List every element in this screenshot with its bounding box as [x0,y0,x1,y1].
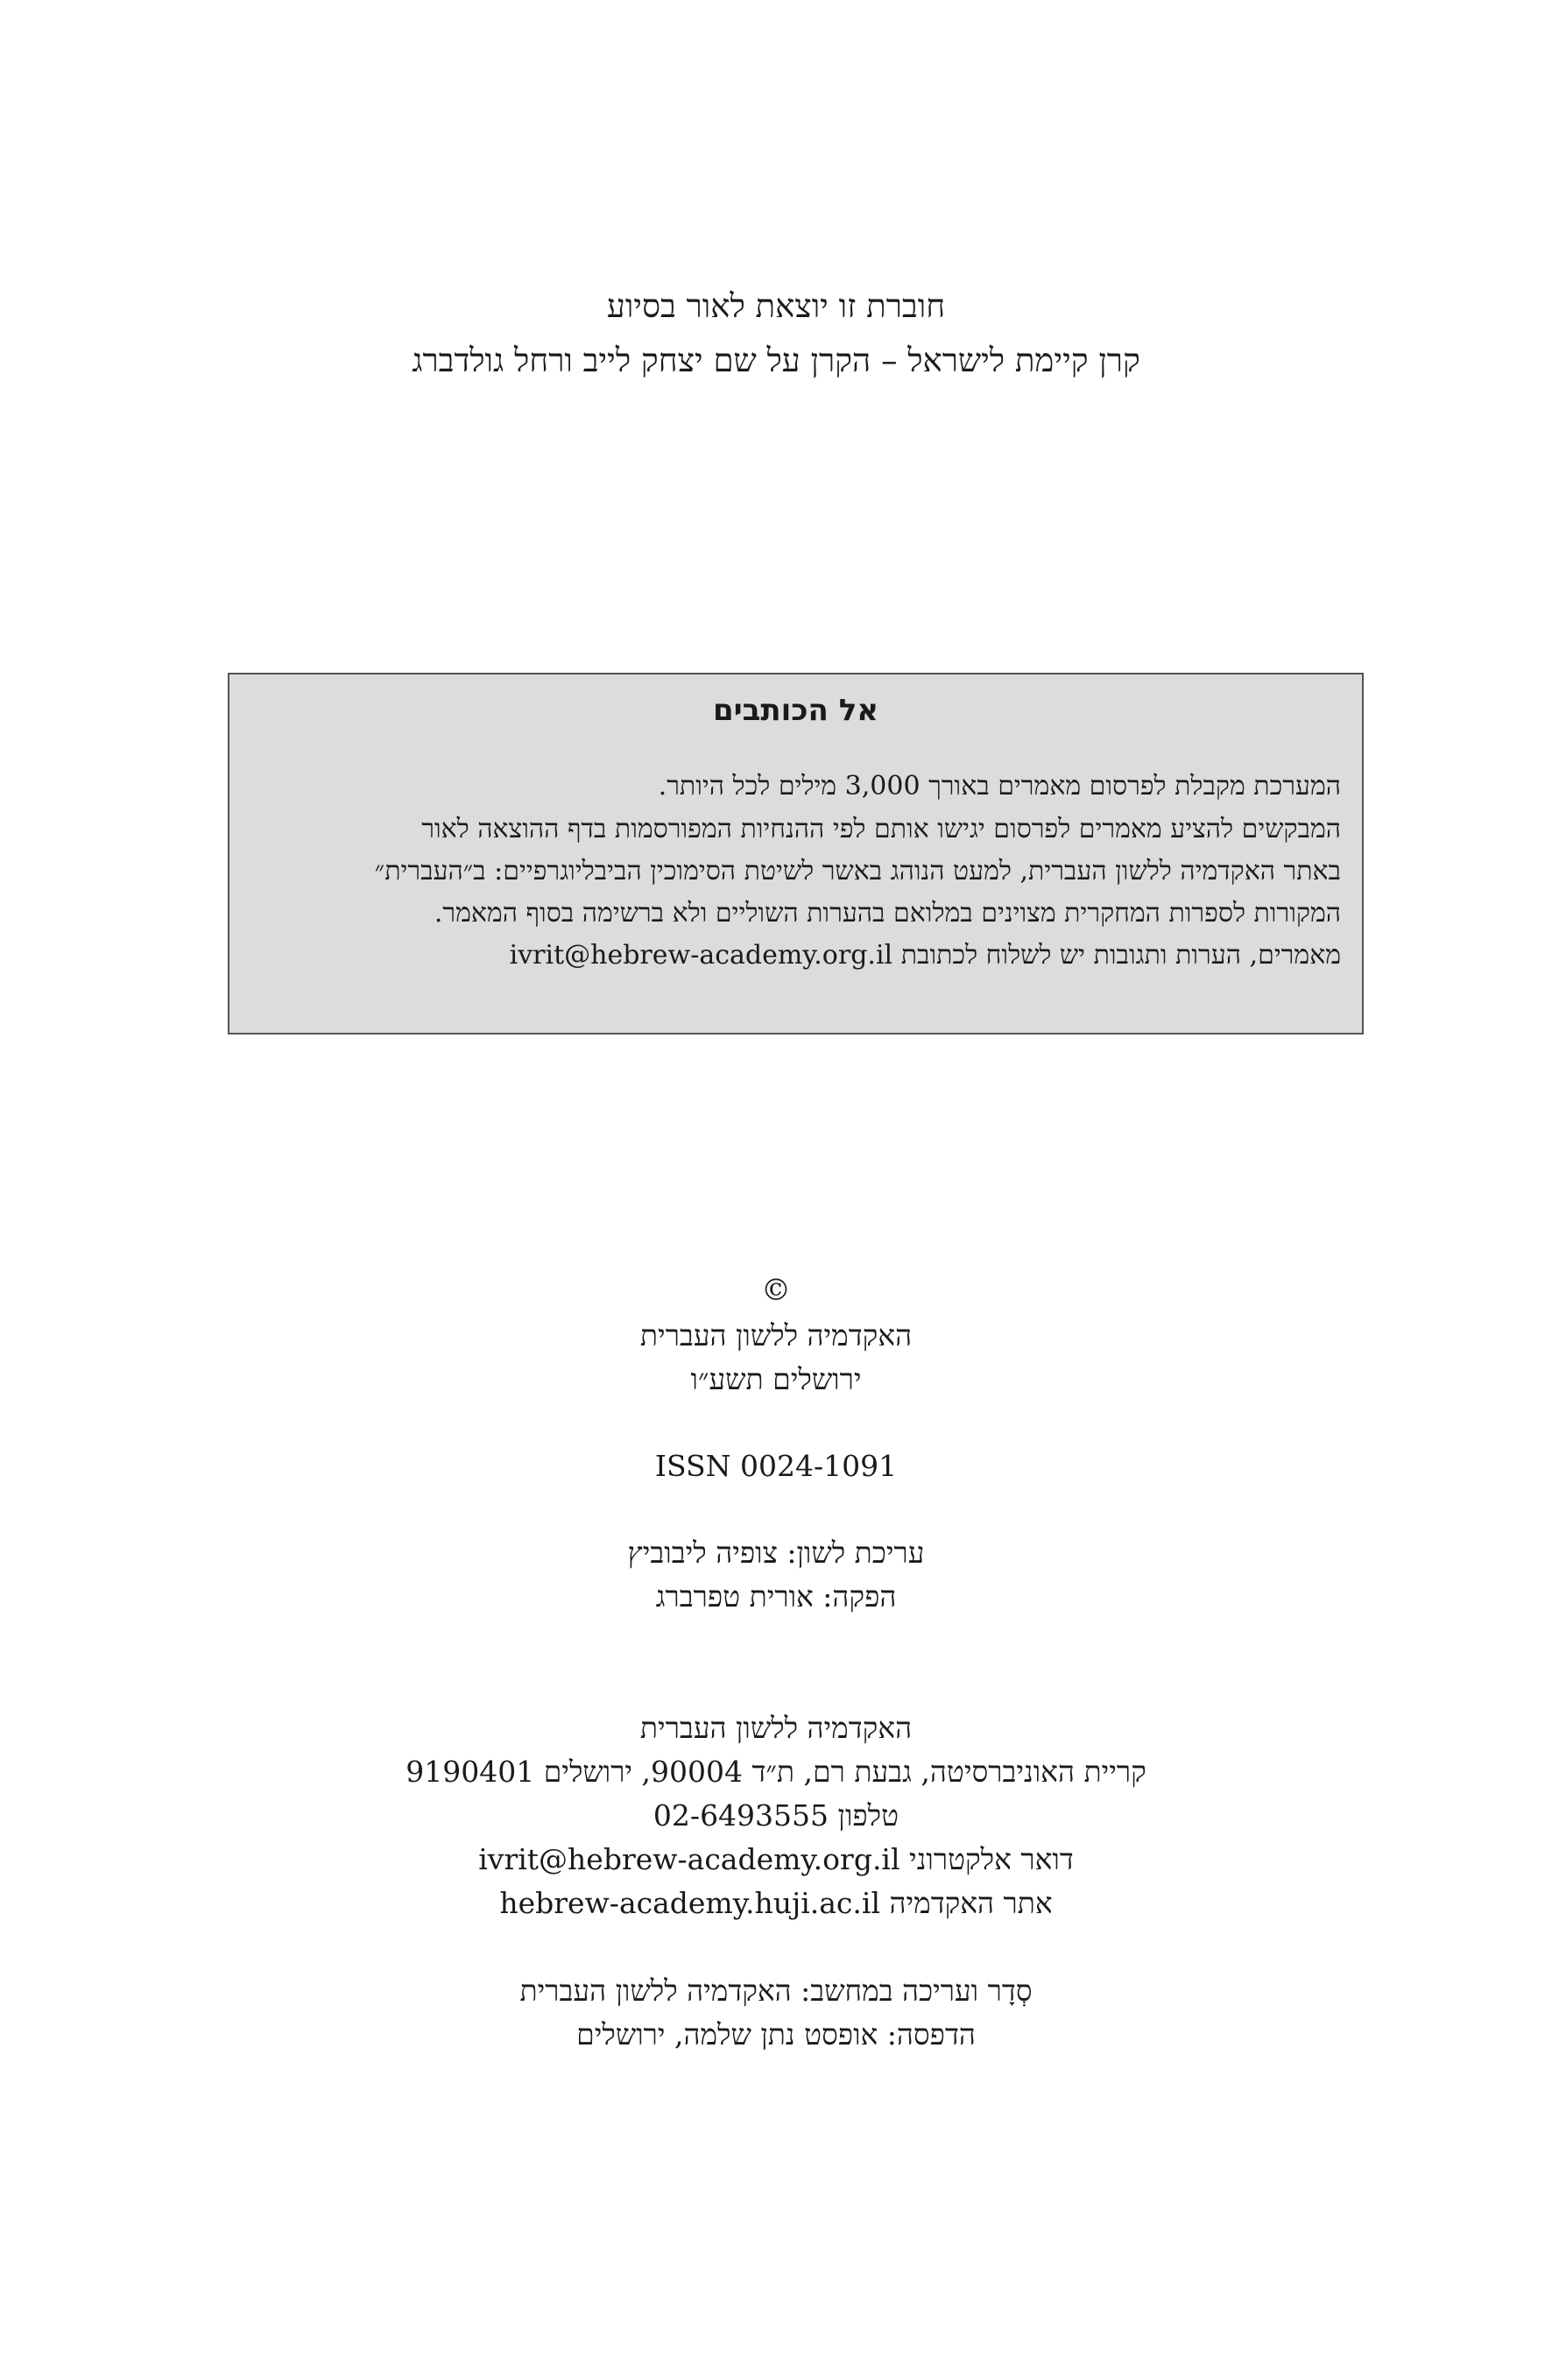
notice-line: באתר האקדמיה ללשון העברית, למעט הנוהג באשר לשיטת הסימוכין הביבליוגרפיים: ב״העברית״ [374,856,1341,886]
production-credit: הפקה: אורית טפרברג [655,1579,897,1614]
notice-line: המקורות לספרות המחקרית מצוינים במלואם בהערות השוליים ולא ברשימה בסוף המאמר. [434,898,1341,929]
support-fund-name: קרן קיימת לישראל – הקרן על שם יצחק לייב ורחל גולדברג [412,342,1140,379]
language-editing-credit: עריכת לשון: צופיה ליבוביץ [627,1536,925,1570]
copyright-symbol: © [761,1273,791,1308]
notice-contact-line: מאמרים, הערות ותגובות יש לשלוח לכתובת ivrit@hebrew-academy.org.il [509,940,1341,971]
notice-line: המבקשים להציע מאמרים לפרסום יגישו אותם לפי ההנחיות המפורסמות בדף ההוצאה לאור [421,814,1341,844]
notice-line: המערכת מקבלת לפרסום מאמרים באורך 3,000 מילים לכל היותר. [658,771,1341,802]
publisher-name: האקדמיה ללשון העברית [639,1711,913,1745]
notice-title: אל הכותבים [712,693,879,728]
issn-number: ISSN 0024-1091 [654,1449,898,1483]
support-statement: חוברת זו יוצאת לאור בסיוע [606,287,946,325]
publisher-website: אתר האקדמיה hebrew-academy.huji.ac.il [499,1886,1053,1920]
printer-credit: הדפסה: אופסט נתן שלמה, ירושלים [576,2017,976,2052]
publisher-phone: טלפון 02-6493555 [653,1798,899,1833]
publisher-address: קריית האוניברסיטה, גבעת רם, ת״ד 90004, ירושלים 9190401 [406,1755,1146,1789]
publisher-email: דואר אלקטרוני ivrit@hebrew-academy.org.il [478,1842,1074,1876]
typesetting-credit: סְדָר ועריכה במחשב: האקדמיה ללשון העברית [519,1974,1033,2008]
notice-to-authors-box [228,673,1364,1035]
copyright-holder: האקדמיה ללשון העברית [639,1318,913,1352]
copyright-place-year: ירושלים תשע״ו [690,1362,862,1396]
